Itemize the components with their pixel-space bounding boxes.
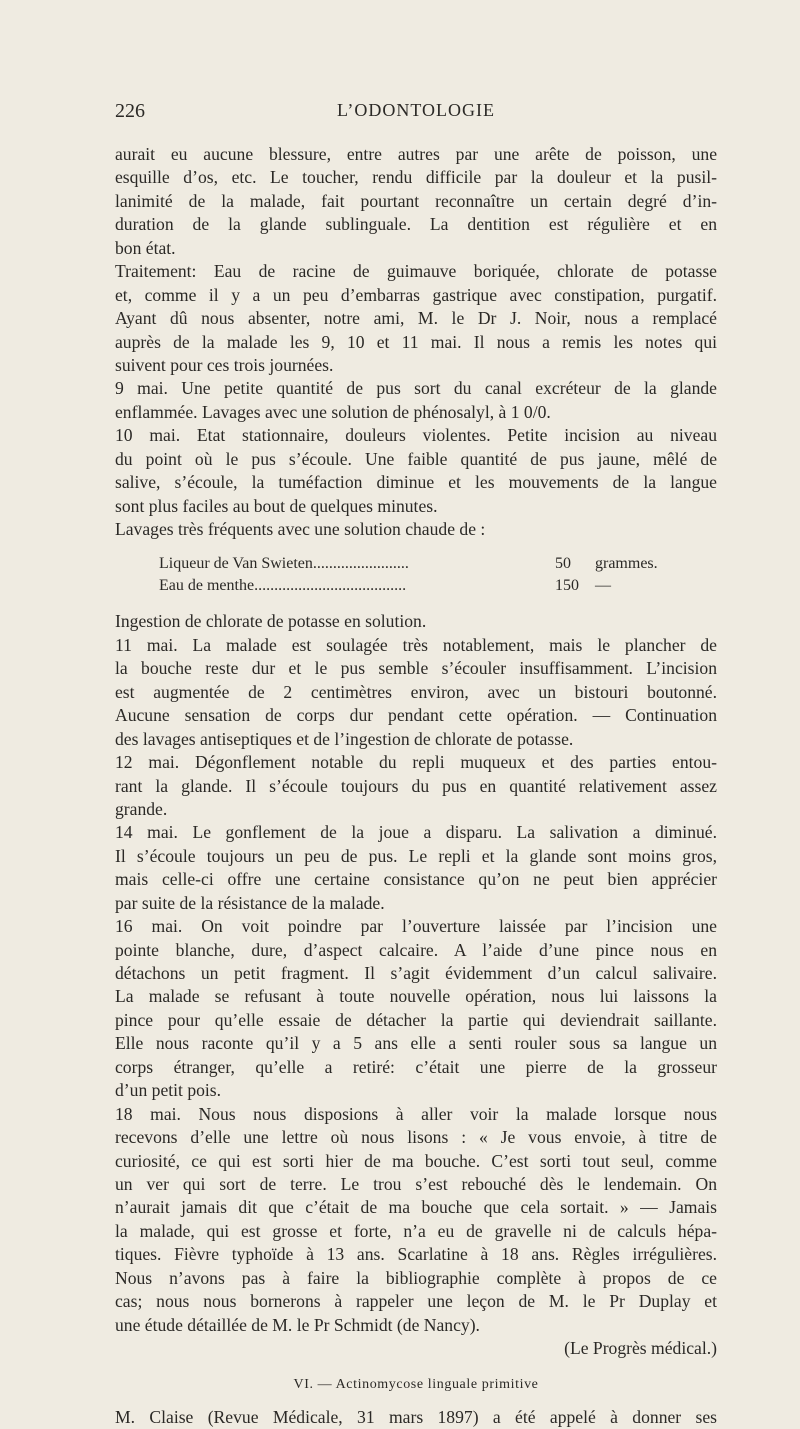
text-line: pointe blanche, dure, d’aspect calcaire. A l’aide d’une pince nous en — [115, 939, 717, 960]
text-line: un ver qui sort de terre. Le trou s’est rebouché dès le lendemain. On — [115, 1173, 717, 1194]
text-line: n’aurait jamais dit que c’était de ma bouche que cela sortait. » — Jamais — [115, 1197, 717, 1218]
text-line: Traitement: Eau de racine de guimauve boriquée, chlorate de potasse — [115, 261, 717, 282]
text-line: 9 mai. Une petite quantité de pus sort du canal excréteur de la glande — [115, 378, 717, 399]
text-line: est augmentée de 2 centimètres environ, avec un bistouri boutonné. — [115, 681, 717, 702]
text-line: une étude détaillée de M. le Pr Schmidt (de Nancy). — [115, 1314, 480, 1335]
text-line: auprès de la malade les 9, 10 et 11 mai. Il nous a remis les notes qui — [115, 331, 717, 352]
body-text — [115, 143, 717, 1429]
text-line: La malade se refusant à toute nouvelle opération, nous lui laissons la — [115, 986, 717, 1007]
prescription-row — [115, 574, 717, 596]
text-line: tiques. Fièvre typhoïde à 13 ans. Scarlatine à 18 ans. Règles irrégulières. — [115, 1244, 717, 1265]
prescription-list — [115, 552, 717, 596]
text-line: curiosité, ce qui est sorti hier de ma bouche. C’est sorti tout seul, comme — [115, 1150, 717, 1171]
text-line: par suite de la résistance de la malade. — [115, 892, 385, 913]
text-line: Ayant dû nous absenter, notre ami, M. le Dr J. Noir, nous a remplacé — [115, 308, 717, 329]
text-line: d’un petit pois. — [115, 1080, 222, 1101]
text-line: des lavages antiseptiques et de l’ingestion de chlorate de potasse. — [115, 728, 574, 749]
prescription-name: Eau de menthe...................................... — [159, 577, 407, 595]
prescription-amount: 50 — [555, 555, 571, 573]
page-number: 226 — [115, 100, 145, 122]
text-line: détachons un petit fragment. Il s’agit évidemment d’un calcul salivaire. — [115, 963, 717, 983]
text-line: salive, s’écoule, la tuméfaction diminue et les mouvements de la langue — [115, 472, 717, 493]
text-line: 11 mai. La malade est soulagée très notablement, mais le plancher de — [115, 634, 717, 655]
text-line: duration de la glande sublinguale. La dentition est régulière et en — [115, 214, 717, 235]
text-line: 14 mai. Le gonflement de la joue a disparu. La salivation a diminué. — [115, 822, 717, 843]
text-line: Il s’écoule toujours un peu de pus. Le repli et la glande sont moins gros, — [115, 845, 717, 866]
text-line: la malade, qui est grosse et forte, n’a eu de gravelle ni de calculs hépa- — [115, 1220, 717, 1241]
prescription-row — [115, 552, 717, 574]
section-heading: VI. — Actinomycose linguale primitive — [293, 1377, 539, 1393]
text-line: 10 mai. Etat stationnaire, douleurs violentes. Petite incision au niveau — [115, 425, 717, 446]
text-line: 18 mai. Nous nous disposions à aller voir la malade lorsque nous — [115, 1103, 717, 1124]
text-line: et, comme il y a un peu d’embarras gastrique avec constipation, purgatif. — [115, 284, 717, 305]
text-line: bon état. — [115, 237, 176, 258]
running-title: L’ODONTOLOGIE — [337, 100, 495, 120]
text-line: rant la glande. Il s’écoule toujours du pus en quantité relativement assez — [115, 775, 717, 796]
prescription-unit: grammes. — [595, 555, 658, 573]
text-line: Aucune sensation de corps dur pendant cette opération. — Continuation — [115, 705, 717, 726]
prescription-unit: — — [595, 577, 611, 595]
text-line: sont plus faciles au bout de quelques minutes. — [115, 495, 438, 516]
text-line: recevons d’elle une lettre où nous lisons : « Je vous envoie, à titre de — [115, 1127, 717, 1148]
text-line: suivent pour ces trois journées. — [115, 354, 334, 375]
text-line: pince pour qu’elle essaie de détacher la partie qui deviendrait saillante. — [115, 1009, 717, 1030]
source-citation: (Le Progrès médical.) — [564, 1338, 717, 1358]
text-line: du point où le pus s’écoule. Une faible quantité de pus jaune, mêlé de — [115, 448, 717, 469]
text-line: lanimité de la malade, fait pourtant reconnaître un certain degré d’in- — [115, 190, 717, 211]
text-line: Ingestion de chlorate de potasse en solution. — [115, 611, 427, 632]
text-line: cas; nous nous bornerons à rappeler une leçon de M. le Pr Duplay et — [115, 1291, 717, 1312]
text-line: Nous n’avons pas à faire la bibliographie complète à propos de ce — [115, 1267, 717, 1288]
text-line: esquille d’os, etc. Le toucher, rendu difficile par la douleur et la pusil- — [115, 167, 717, 188]
text-line: la bouche reste dur et le pus semble s’écouler insuffisamment. L’incision — [115, 658, 717, 679]
text-line: 16 mai. On voit poindre par l’ouverture laissée par l’incision une — [115, 916, 717, 937]
prescription-amount: 150 — [555, 577, 579, 595]
text-line: M. Claise (Revue Médicale, 31 mars 1897) a été appelé à donner ses — [115, 1406, 717, 1427]
text-line: enflammée. Lavages avec une solution de phénosalyl, à 1 0/0. — [115, 401, 551, 422]
text-line: Lavages très fréquents avec une solution chaude de : — [115, 519, 486, 539]
text-line: grande. — [115, 798, 168, 819]
prescription-name: Liqueur de Van Swieten........................ — [159, 555, 409, 573]
page-header — [115, 100, 717, 130]
text-line: aurait eu aucune blessure, entre autres par une arête de poisson, une — [115, 144, 717, 164]
text-line: corps étranger, qu’elle a retiré: c’était une pierre de la grosseur — [115, 1056, 717, 1077]
text-line: Elle nous raconte qu’il y a 5 ans elle a senti rouler sous sa langue un — [115, 1033, 717, 1054]
text-line: 12 mai. Dégonflement notable du repli muqueux et des parties entou- — [115, 752, 717, 773]
text-line: mais celle-ci offre une certaine consistance qu’on ne peut bien apprécier — [115, 869, 717, 890]
